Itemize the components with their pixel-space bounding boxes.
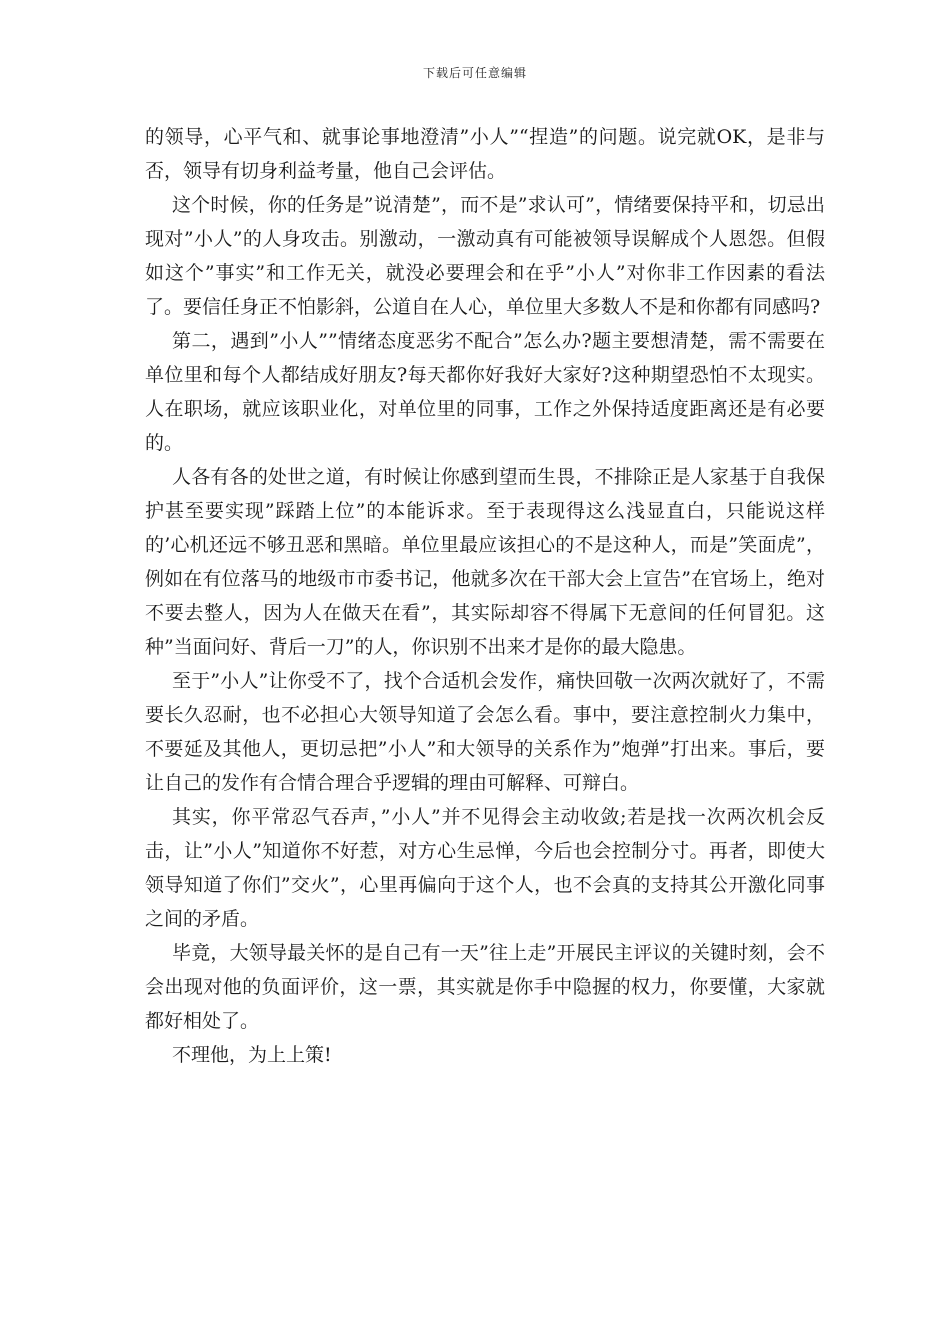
page-header-note: 下载后可任意编辑 [422, 66, 527, 80]
paragraph-8: 不理他，为上上策! [172, 1044, 332, 1066]
paragraph-7: 毕竟，大领导最关怀的是自己有一天”往上走”开展民主评议的关键时刻，会不会出现对他的负面评价，这一票，其实就是你手中隐握的权力，你要懂，大家就都好相处了。 [145, 942, 825, 1032]
paragraph-4: 人各有各的处世之道，有时候让你感到望而生畏，不排除正是人家基于自我保护甚至要实现”踩踏上位”的本能诉求。至于表现得这么浅显直白，只能说这样的’心机还远不够丑恶和黑暗。单位里最应该担心的不是这种人，而是”笑面虎”，例如在有位落马的地级市市委书记，他就多次在干部大会上宣告”在官场上，绝对不要去整人，因为人在做天在看”，其实际却容不得属下无意间的任何冒犯。这种”当面问好、背后一刀”的人，你识别不出来才是你的最大隐患。 [145, 466, 825, 658]
paragraph-5: 至于”小人”让你受不了，找个合适机会发作，痛快回敬一次两次就好了，不需要长久忍耐，也不必担心大领导知道了会怎么看。事中，要注意控制火力集中，不要延及其他人，更切忌把”小人”和大领导的关系作为”炮弹”打出来。事后，要让自己的发作有合情合理合乎逻辑的理由可解释、可辩白。 [145, 670, 825, 794]
paragraph-2: 这个时候，你的任务是”说清楚”，而不是”求认可”，情绪要保持平和，切忌出现对”小人”的人身攻击。别激动，一激动真有可能被领导误解成个人恩怨。但假如这个”事实”和工作无关，就没必要理会和在乎”小人”对你非工作因素的看法了。要信任身正不怕影斜，公道自在人心，单位里大多数人不是和你都有同感吗? [145, 194, 825, 318]
document-body [145, 120, 825, 1072]
paragraph-1: 的领导，心平气和、就事论事地澄清”小人”“捏造”的问题。说完就OK，是非与否，领导有切身利益考量，他自己会评估。 [145, 126, 825, 182]
paragraph-6: 其实，你平常忍气吞声，”小人”并不见得会主动收敛;若是找一次两次机会反击，让”小人”知道你不好惹，对方心生忌惮，今后也会控制分寸。再者，即使大领导知道了你们”交火”，心里再偏向于这个人，也不会真的支持其公开激化同事之间的矛盾。 [145, 806, 825, 930]
paragraph-3: 第二，遇到”小人””情绪态度恶劣不配合”怎么办?题主要想清楚，需不需要在单位里和每个人都结成好朋友?每天都你好我好大家好?这种期望恐怕不太现实。人在职场，就应该职业化，对单位里的同事，工作之外保持适度距离还是有必要的。 [145, 330, 825, 454]
